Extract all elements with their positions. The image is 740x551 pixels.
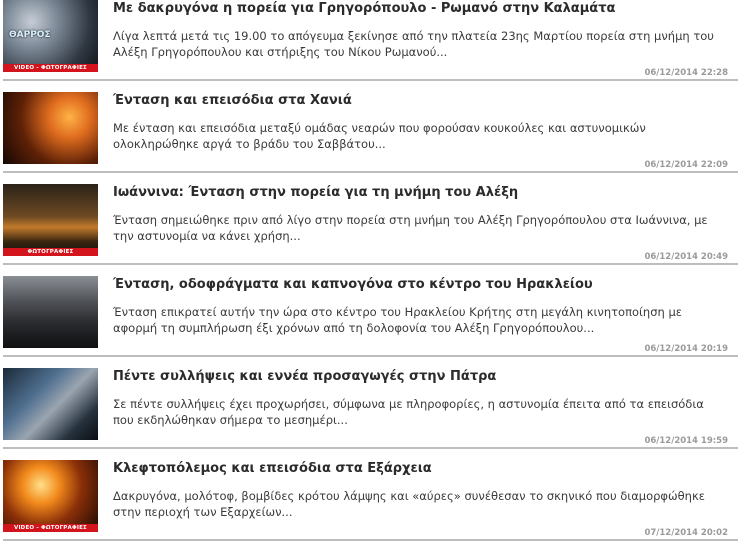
news-timestamp: 06/12/2014 22:09 bbox=[644, 160, 728, 170]
media-badge: VIDEO - ΦΩΤΟΓΡΑΦΙΕΣ bbox=[3, 64, 98, 72]
news-item bbox=[0, 276, 740, 367]
news-item bbox=[0, 184, 740, 275]
police-photo-icon[interactable] bbox=[3, 368, 98, 440]
news-title-link[interactable]: Πέντε συλλήψεις και εννέα προσαγωγές στην Πάτρα bbox=[113, 369, 497, 384]
separator bbox=[3, 263, 738, 265]
news-title-link[interactable]: Ένταση, οδοφράγματα και καπνογόνα στο κέντρο του Ηρακλείου bbox=[113, 277, 593, 292]
news-title-link[interactable]: Ένταση και επεισόδια στα Χανιά bbox=[113, 93, 352, 108]
separator bbox=[3, 447, 738, 449]
news-timestamp: 07/12/2014 20:02 bbox=[644, 528, 728, 538]
protest-photo-icon[interactable] bbox=[3, 0, 98, 72]
news-title-link[interactable]: Με δακρυγόνα η πορεία για Γρηγορόπουλο - Ρωμανό στην Καλαμάτα bbox=[113, 1, 616, 16]
news-item bbox=[0, 0, 740, 91]
media-badge: ΦΩΤΟΓΡΑΦΙΕΣ bbox=[3, 248, 98, 256]
separator bbox=[3, 171, 738, 173]
news-summary[interactable]: Με ένταση και επεισόδια μεταξύ ομάδας νεαρών που φορούσαν κουκούλες και αστυνομικών ολοκληρώθηκε αργά το βράδυ του Σαββάτου... bbox=[113, 121, 646, 151]
news-summary[interactable]: Ένταση σημειώθηκε πριν από λίγο στην πορεία στη μνήμη του Αλέξη Γρηγορόπουλου στα Ιωάννινα, με την αστυνομία να κάνει χρήση... bbox=[113, 213, 708, 243]
news-timestamp: 06/12/2014 22:28 bbox=[644, 68, 728, 78]
media-badge: VIDEO - ΦΩΤΟΓΡΑΦΙΕΣ bbox=[3, 524, 98, 532]
molotov-fire-photo-icon[interactable] bbox=[3, 460, 98, 532]
separator bbox=[3, 539, 738, 541]
thumbnail-overlay-text: ΘΑΡΡΟΣ bbox=[9, 30, 51, 40]
news-title-link[interactable]: Κλεφτοπόλεμος και επεισόδια στα Εξάρχεια bbox=[113, 461, 432, 476]
news-summary[interactable]: Δακρυγόνα, μολότοφ, βομβίδες κρότου λάμψης και «αύρες» συνέθεσαν το σκηνικό που διαμορφώθηκε στην περιοχή των Εξαρχείων... bbox=[113, 489, 705, 519]
separator bbox=[3, 79, 738, 81]
news-summary[interactable]: Λίγα λεπτά μετά τις 19.00 το απόγευμα ξεκίνησε από την πλατεία 23ης Μαρτίου πορεία στη μνήμη του Αλέξη Γρηγορόπουλου και στήριξης του Νίκου Ρωμανού... bbox=[113, 29, 714, 59]
news-item bbox=[0, 368, 740, 459]
separator bbox=[3, 355, 738, 357]
crowd-photo-icon[interactable] bbox=[3, 276, 98, 348]
news-timestamp: 06/12/2014 20:19 bbox=[644, 344, 728, 354]
fire-photo-icon[interactable] bbox=[3, 92, 98, 164]
news-item bbox=[0, 460, 740, 551]
news-title-link[interactable]: Ιωάννινα: Ένταση στην πορεία για τη μνήμη του Αλέξη bbox=[113, 185, 519, 200]
news-timestamp: 06/12/2014 20:49 bbox=[644, 252, 728, 262]
news-item bbox=[0, 92, 740, 183]
news-summary[interactable]: Ένταση επικρατεί αυτήν την ώρα στο κέντρο του Ηρακλείου Κρήτης στη μεγάλη κινητοποίηση με αφορμή τη συμπλήρωση έξι χρόνων από τη δολοφονία του Αλέξη Γρηγορόπουλου... bbox=[113, 305, 682, 335]
street-photo-icon[interactable] bbox=[3, 184, 98, 256]
news-summary[interactable]: Σε πέντε συλλήψεις έχει προχωρήσει, σύμφωνα με πληροφορίες, η αστυνομία έπειτα από τα επεισόδια που εκδηλώθηκαν σήμερα το μεσημέρι... bbox=[113, 397, 704, 427]
news-timestamp: 06/12/2014 19:59 bbox=[644, 436, 728, 446]
